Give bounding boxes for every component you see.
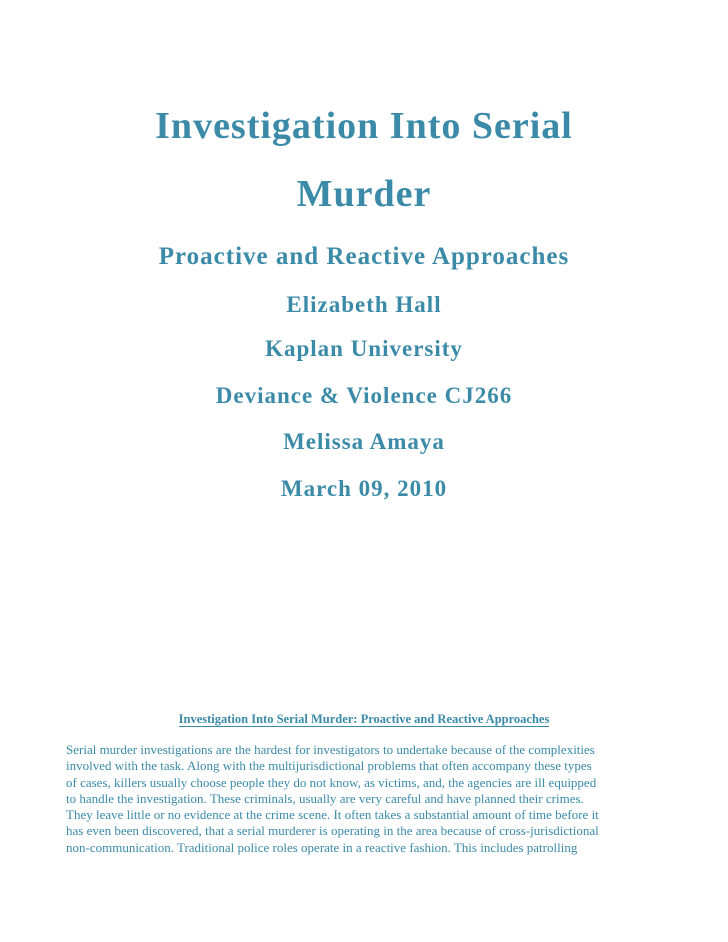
title-line-1: Investigation Into Serial (155, 105, 573, 147)
body-line: They leave little or no evidence at the crime scene. It often takes a substantial amount of time before it (66, 807, 599, 823)
course-name: Deviance & Violence CJ266 (215, 383, 513, 408)
section-heading-text: Investigation Into Serial Murder: Proactive and Reactive Approaches (178, 712, 550, 726)
title-line-2: Murder (296, 173, 432, 215)
body-line: of cases, killers usually choose people they do not know, as victims, and, the agencies are ill equipped (66, 774, 597, 790)
body-line: Serial murder investigations are the hardest for investigators to undertake because of the complexities (66, 742, 595, 757)
date: March 09, 2010 (280, 476, 448, 501)
instructor-name: Melissa Amaya (283, 429, 445, 454)
section-heading (0, 712, 728, 727)
body-line: to handle the investigation. These criminals, usually are very careful and have planned their crimes. (66, 790, 584, 806)
author-name: Elizabeth Hall (286, 292, 442, 317)
body-paragraph (66, 742, 666, 856)
body-line: involved with the task. Along with the multijurisdictional problems that often accompany these types (66, 758, 592, 774)
body-line: has even been discovered, that a serial murderer is operating in the area because of cross-jurisdictional (66, 823, 599, 839)
institution-name: Kaplan University (265, 336, 463, 361)
body-line: non-communication. Traditional police roles operate in a reactive fashion. This includes patrolling (66, 839, 578, 855)
subtitle: Proactive and Reactive Approaches (158, 243, 570, 270)
